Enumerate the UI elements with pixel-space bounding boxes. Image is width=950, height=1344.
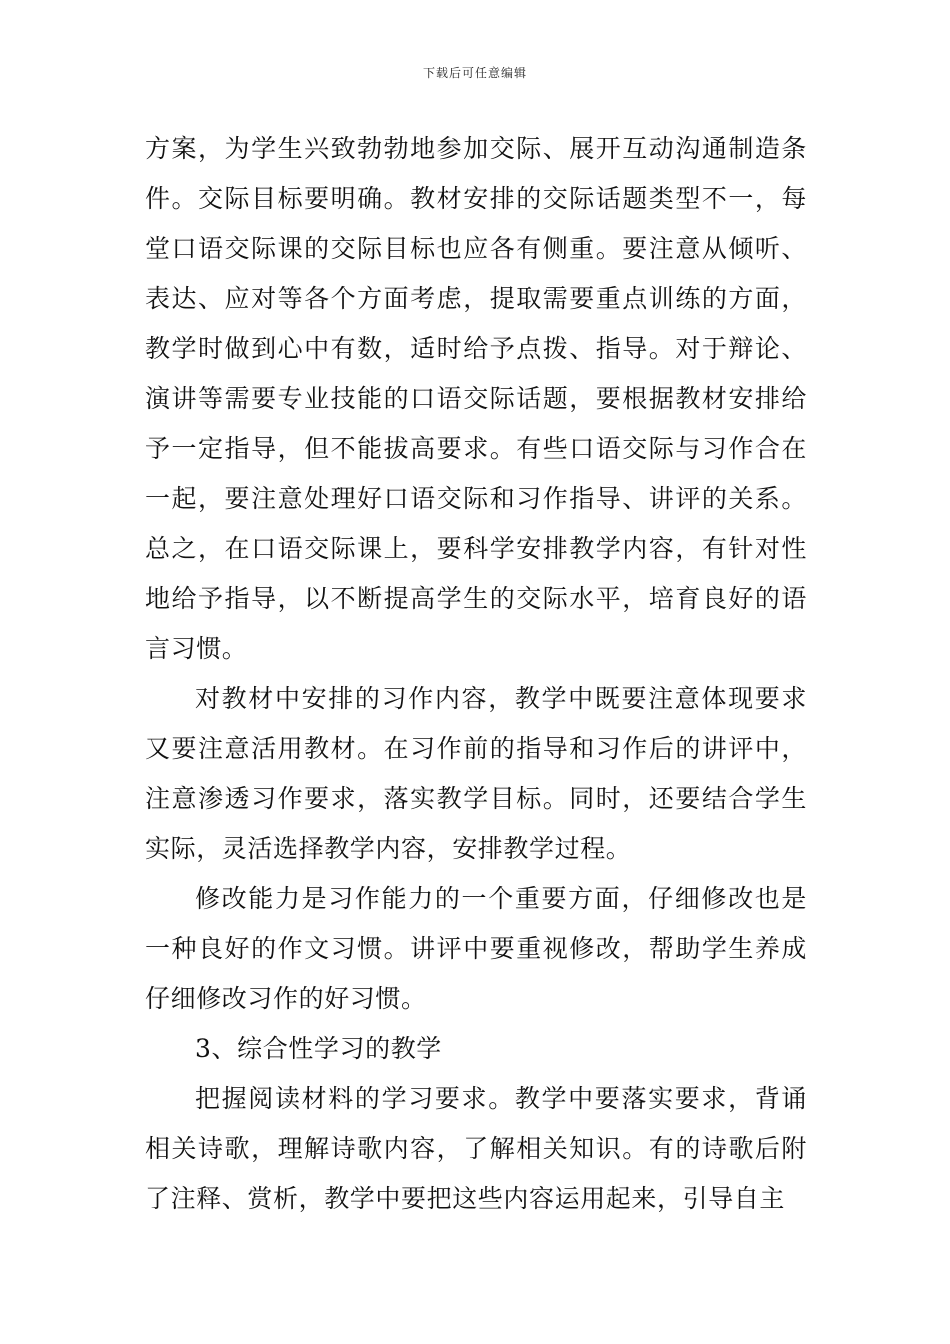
page-header-note: 下载后可任意编辑 [422, 66, 527, 80]
paragraph-revision-ability: 修改能力是习作能力的一个重要方面，仔细修改也是一种良好的作文习惯。讲评中要重视修改，帮助学生养成仔细修改习作的好习惯。 [145, 884, 807, 1013]
section-heading: 3、综合性学习的教学 [195, 1034, 442, 1063]
document-body [145, 124, 807, 1224]
paragraph-oral-communication: 方案，为学生兴致勃勃地参加交际、展开互动沟通制造条件。交际目标要明确。教材安排的交际话题类型不一，每堂口语交际课的交际目标也应各有侧重。要注意从倾听、表达、应对等各个方面考虑，提取需要重点训练的方面，教学时做到心中有数，适时给予点拨、指导。对于辩论、演讲等需要专业技能的口语交际话题，要根据教材安排给予一定指导，但不能拔高要求。有些口语交际与习作合在一起，要注意处理好口语交际和习作指导、讲评的关系。总之，在口语交际课上，要科学安排教学内容，有针对性地给予指导，以不断提高学生的交际水平，培育良好的语言习惯。 [145, 134, 807, 663]
paragraph-writing-content: 对教材中安排的习作内容，教学中既要注意体现要求又要注意活用教材。在习作前的指导和习作后的讲评中，注意渗透习作要求，落实教学目标。同时，还要结合学生实际，灵活选择教学内容，安排教学过程。 [145, 684, 807, 863]
paragraph-reading-materials: 把握阅读材料的学习要求。教学中要落实要求，背诵相关诗歌，理解诗歌内容，了解相关知识。有的诗歌后附了注释、赏析，教学中要把这些内容运用起来，引导自主 [145, 1084, 807, 1213]
